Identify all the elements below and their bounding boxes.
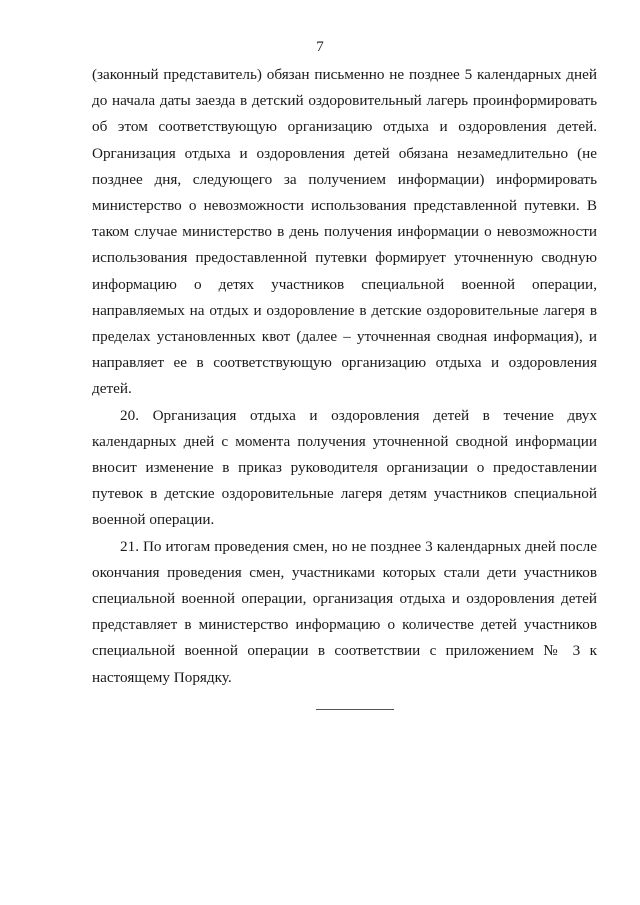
page-number: 7 bbox=[316, 39, 324, 55]
end-separator-line bbox=[316, 709, 394, 710]
paragraph-21: 21. По итогам проведения смен, но не позднее 3 календарных дней после окончания проведения смен, участниками которых стали дети участников специальной военной операции, организация отдыха и оздоровления детей представляет в министерство информацию о количестве детей участников специальной военной операции в соответствии с приложением № 3 к настоящему Порядку. bbox=[92, 537, 597, 686]
document-body bbox=[92, 62, 597, 691]
paragraph-20: 20. Организация отдыха и оздоровления детей в течение двух календарных дней с момента получения уточненной сводной информации вносит изменение в приказ руководителя организации о предоставлении путевок в детские оздоровительные лагеря детям участников специальной военной операции. bbox=[92, 406, 597, 529]
paragraph-continuation: (законный представитель) обязан письменно не позднее 5 календарных дней до начала даты заезда в детский оздоровительный лагерь проинформировать об этом соответствующую организацию отдыха и оздоровления детей. Организация отдыха и оздоровления детей обязана незамедлительно (не позднее дня, следующего за получением информации) информировать министерство о невозможности использования представленной путевки. В таком случае министерство в день получения информации о невозможности использования предоставленной путевки формирует уточненную сводную информацию о детях участников специальной военной операции, направляемых на отдых и оздоровление в детские оздоровительные лагеря в пределах установленных квот (далее – уточненная сводная информация), и направляет ее в соответствующую организацию отдыха и оздоровления детей. bbox=[92, 66, 597, 398]
